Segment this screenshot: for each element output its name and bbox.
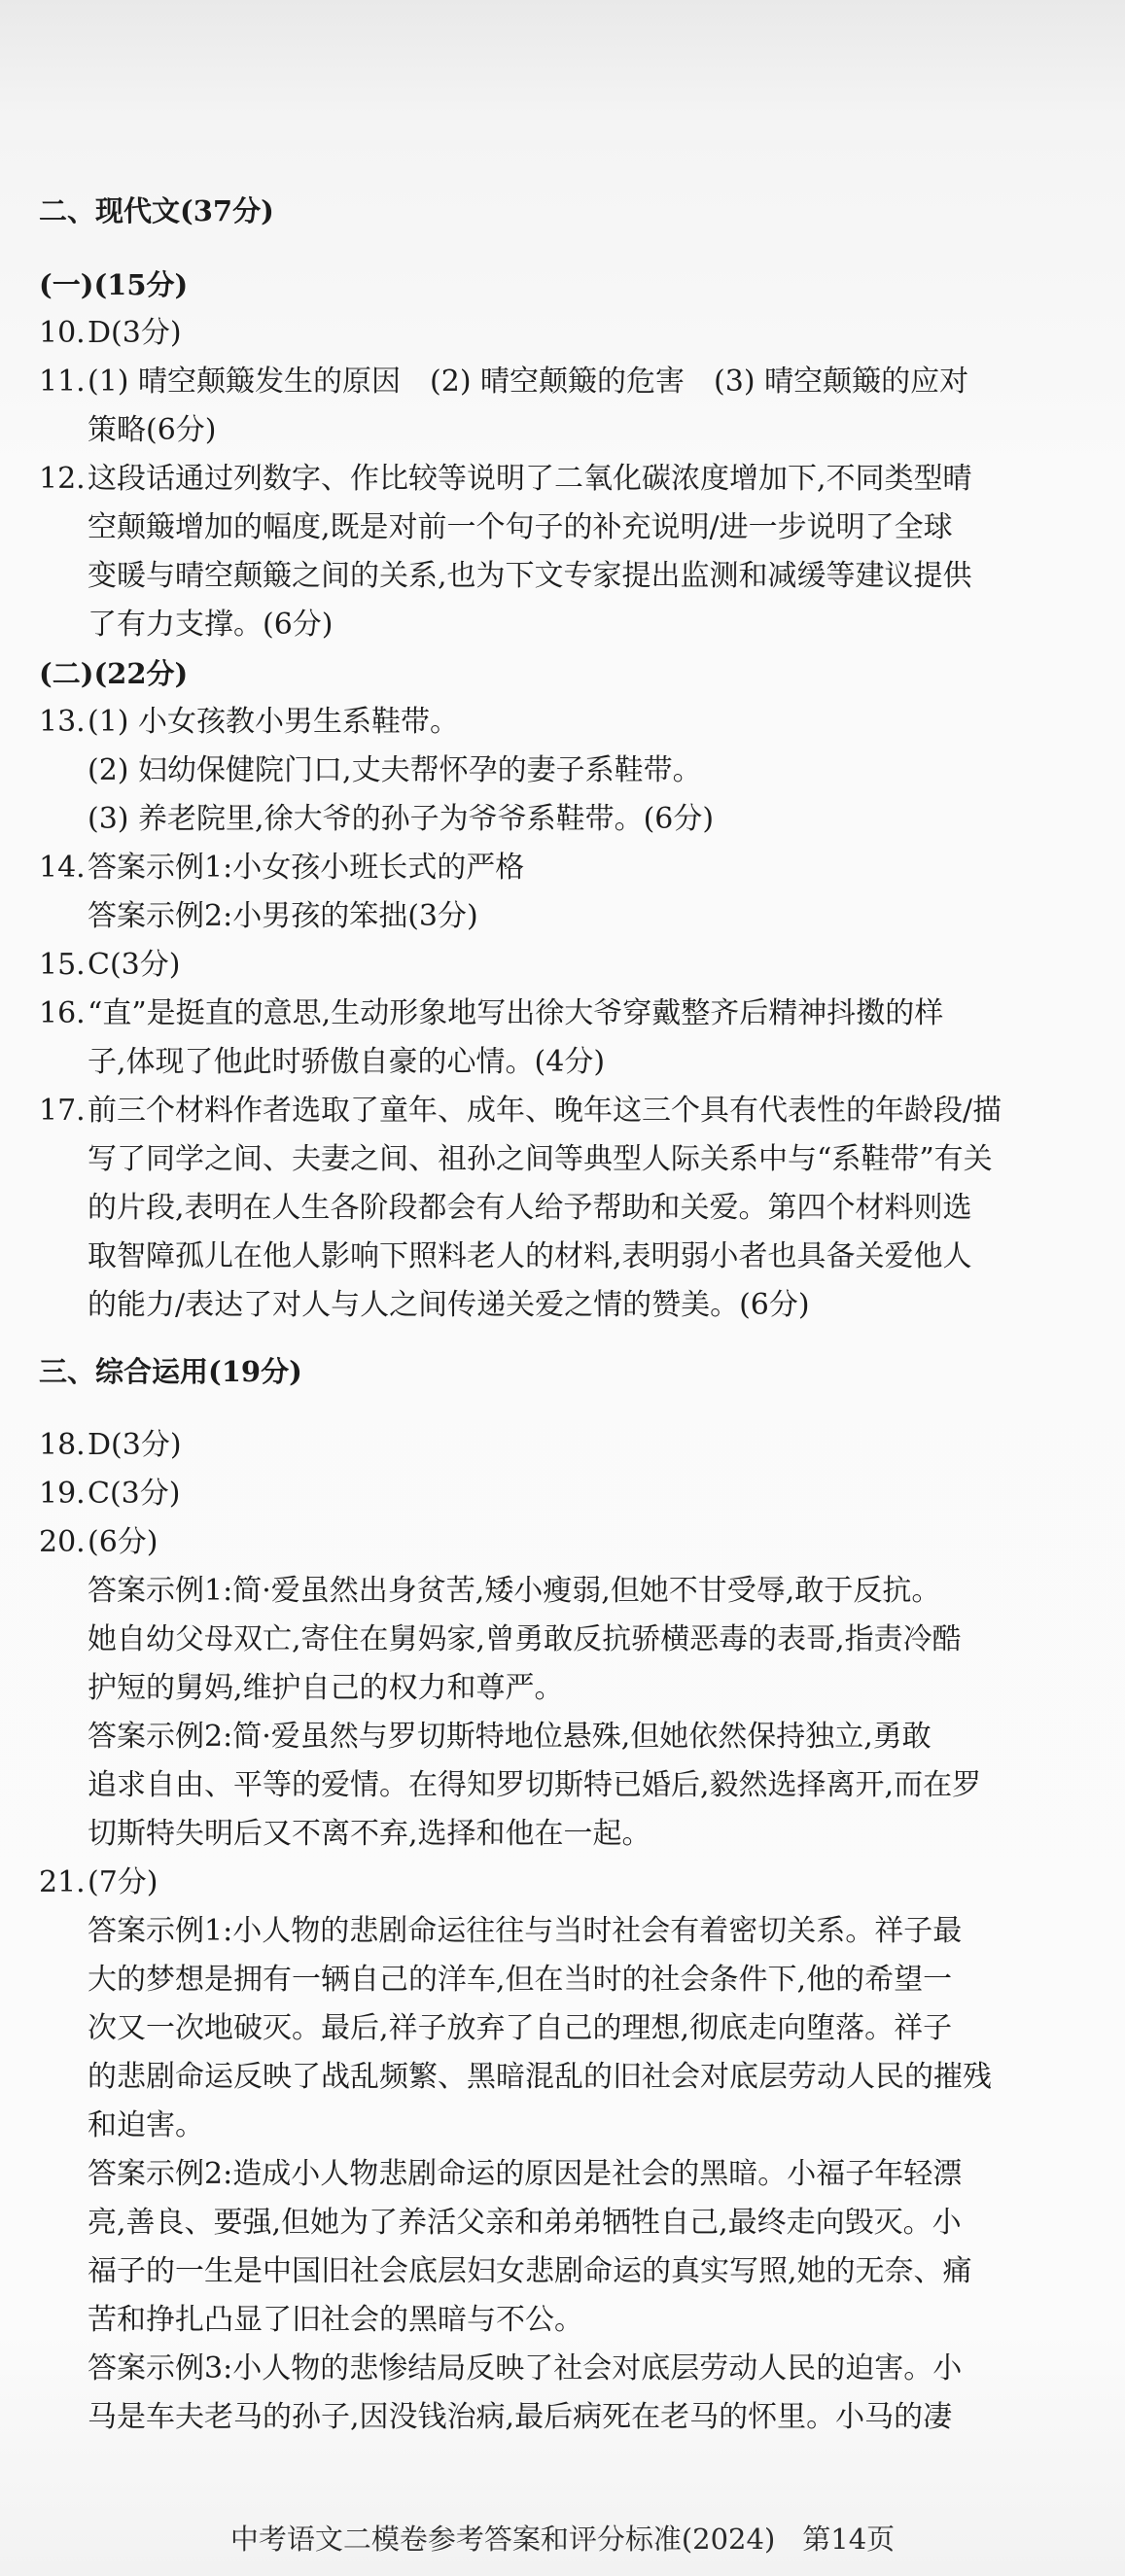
question-number: 11. [39,365,86,399]
answer-item-12 [39,455,1089,649]
question-number: 20. [39,1525,86,1559]
question-number: 13. [39,705,86,739]
answer-text: 追求自由、平等的爱情。在得知罗切斯特已婚后,毅然选择离开,而在罗 [88,1768,982,1802]
answer-item-21 [39,1859,1089,1907]
answer-example-block [39,1567,1089,1859]
subsection-title-2: (二)(22分) [39,657,189,690]
answer-item-10 [39,309,1089,358]
answer-example-block [39,1907,1089,2442]
answer-text: 切斯特失明后又不离不弃,选择和他在一起。 [88,1817,651,1851]
answer-text: 这段话通过列数字、作比较等说明了二氧化碳浓度增加下,不同类型晴 [88,462,972,496]
answer-text: 空颠簸增加的幅度,既是对前一个句子的补充说明/进一步说明了全球 [88,510,953,544]
answer-text: “直”是挺直的意思,生动形象地写出徐大爷穿戴整齐后精神抖擞的样 [88,996,944,1030]
answer-text: 福子的一生是中国旧社会底层妇女悲剧命运的真实写照,她的无奈、痛 [88,2254,972,2288]
answer-item-19 [39,1470,1089,1518]
page-footer [0,2518,1125,2560]
answer-item-20 [39,1518,1089,1567]
answer-text: (1) 晴空颠簸发生的原因 (2) 晴空颠簸的危害 (3) 晴空颠簸的应对 [88,365,969,399]
answer-text: 护短的舅妈,维护自己的权力和尊严。 [88,1671,564,1705]
footer-title: 中考语文二模卷参考答案和评分标准(2024) [229,2523,776,2556]
answer-text: 的能力/表达了对人与人之间传递关爱之情的赞美。(6分) [88,1288,810,1322]
answer-content [39,187,1089,2442]
answer-text: 答案示例1:小女孩小班长式的严格 [88,851,525,885]
subsection-title-1: (一)(15分) [39,268,189,301]
answer-score: (6分) [88,1525,158,1559]
answer-text: 次又一次地破灭。最后,祥子放弃了自己的理想,彻底走向堕落。祥子 [88,2011,953,2045]
answer-text: 答案示例2:小男孩的笨拙(3分) [88,899,478,933]
answer-text: 她自幼父母双亡,寄住在舅妈家,曾勇敢反抗骄横恶毒的表哥,指责冷酷 [88,1622,962,1656]
question-number: 21. [39,1865,86,1899]
answer-text: 大的梦想是拥有一辆自己的洋车,但在当时的社会条件下,他的希望一 [88,1963,953,1997]
answer-item-14 [39,844,1089,941]
answer-text: 变暖与晴空颠簸之间的关系,也为下文专家提出监测和减缓等建议提供 [88,559,972,593]
answer-text: 和迫害。 [88,2108,204,2142]
answer-item-15 [39,941,1089,990]
answer-text: (2) 妇幼保健院门口,丈夫帮怀孕的妻子系鞋带。 [88,753,702,787]
answer-text: 子,体现了他此时骄傲自豪的心情。(4分) [88,1045,606,1079]
page-number: 第14页 [802,2523,896,2556]
question-number: 16. [39,996,86,1030]
answer-item-16 [39,990,1089,1087]
answer-text: 的悲剧命运反映了战乱频繁、黑暗混乱的旧社会对底层劳动人民的摧残 [88,2060,992,2094]
answer-item-11 [39,358,1089,455]
answer-text: 取智障孤儿在他人影响下照料老人的材料,表明弱小者也具备关爱他人 [88,1239,972,1273]
answer-text: (3) 养老院里,徐大爷的孙子为爷爷系鞋带。(6分) [88,802,715,836]
answer-text: 答案示例1:小人物的悲剧命运往往与当时社会有着密切关系。祥子最 [88,1914,963,1948]
answer-text: C(3分) [88,948,181,982]
answer-text: 前三个材料作者选取了童年、成年、晚年这三个具有代表性的年龄段/描 [88,1094,1002,1128]
question-number: 19. [39,1477,86,1511]
question-number: 15. [39,948,86,982]
answer-text: D(3分) [88,316,182,350]
question-number: 12. [39,462,86,496]
answer-text: 了有力支撑。(6分) [88,608,334,642]
answer-item-13 [39,698,1089,844]
answer-text: 写了同学之间、夫妻之间、祖孙之间等典型人际关系中与“系鞋带”有关 [88,1142,993,1176]
answer-text: (1) 小女孩教小男生系鞋带。 [88,705,460,739]
question-number: 17. [39,1094,86,1128]
answer-text: C(3分) [88,1477,181,1511]
answer-item-17 [39,1087,1089,1330]
question-number: 14. [39,851,86,885]
question-number: 18. [39,1428,86,1462]
question-number: 10. [39,316,86,350]
answer-text: 马是车夫老马的孙子,因没钱治病,最后病死在老马的怀里。小马的凄 [88,2400,953,2434]
answer-text: 答案示例2:造成小人物悲剧命运的原因是社会的黑暗。小福子年轻漂 [88,2157,963,2191]
answer-text: 答案示例3:小人物的悲惨结局反映了社会对底层劳动人民的迫害。小 [88,2351,963,2385]
answer-text: D(3分) [88,1428,182,1462]
answer-text: 亮,善良、要强,但她为了养活父亲和弟弟牺牲自己,最终走向毁灭。小 [88,2206,962,2240]
section-title-integrated-use: 三、综合运用(19分) [39,1355,302,1388]
answer-item-18 [39,1421,1089,1470]
answer-text: 策略(6分) [88,413,217,447]
answer-score: (7分) [88,1865,158,1899]
answer-text: 答案示例2:简·爱虽然与罗切斯特地位悬殊,但她依然保持独立,勇敢 [88,1720,932,1754]
answer-text: 答案示例1:简·爱虽然出身贫苦,矮小瘦弱,但她不甘受辱,敢于反抗。 [88,1574,941,1608]
answer-text: 的片段,表明在人生各阶段都会有人给予帮助和关爱。第四个材料则选 [88,1191,972,1225]
answer-text: 苦和挣扎凸显了旧社会的黑暗与不公。 [88,2303,583,2337]
section-title-modern-text: 二、现代文(37分) [39,194,274,227]
